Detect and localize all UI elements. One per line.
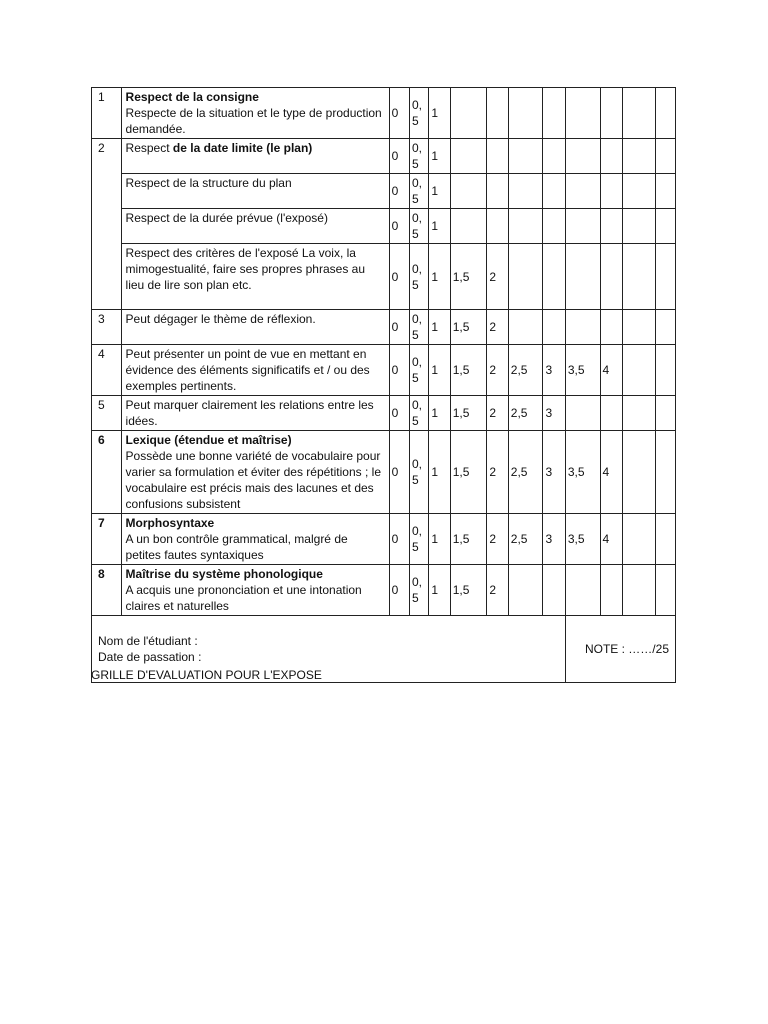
score-cell [565,209,600,244]
criterion-text [121,244,389,310]
score-cell [622,88,655,139]
date-label: Date de passation : [98,650,202,664]
score-cell [655,139,675,174]
score-cell: 0,5 [409,345,428,396]
criterion-description: Respect de la durée prévue (l'exposé) [125,211,328,225]
score-cell [655,174,675,209]
score-cell [543,209,565,244]
score-cell [655,565,675,616]
criterion-number: 5 [92,396,122,431]
criterion-row [92,310,676,345]
score-cell: 3 [543,396,565,431]
score-cell [622,139,655,174]
score-cell: 1 [429,139,450,174]
criterion-row [92,139,676,174]
criterion-number: 4 [92,345,122,396]
score-cell [543,244,565,310]
score-cell [622,345,655,396]
score-cell: 3 [543,514,565,565]
grid-body [92,88,676,683]
score-cell [565,174,600,209]
score-cell: 2 [487,431,508,514]
evaluation-grid [91,87,676,683]
score-cell: 1 [429,396,450,431]
score-cell: 1 [429,244,450,310]
score-cell: 1 [429,565,450,616]
score-cell [622,431,655,514]
score-cell: 2,5 [508,514,543,565]
score-cell [565,310,600,345]
criterion-number: 2 [92,139,122,310]
score-cell [487,139,508,174]
score-cell: 2 [487,396,508,431]
score-cell [508,174,543,209]
score-cell: 1 [429,174,450,209]
note-cell [565,616,675,683]
criterion-row [92,514,676,565]
criterion-text [121,310,389,345]
criterion-number: 7 [92,514,122,565]
score-cell: 0 [389,139,409,174]
score-cell: 1,5 [450,514,487,565]
criterion-row [92,209,676,244]
score-cell: 0 [389,514,409,565]
score-cell: 1,5 [450,565,487,616]
score-cell [600,244,622,310]
score-cell: 0 [389,88,409,139]
score-cell: 4 [600,431,622,514]
score-cell: 1 [429,310,450,345]
score-cell: 0 [389,244,409,310]
score-cell [622,209,655,244]
score-cell [508,209,543,244]
criterion-text [121,174,389,209]
score-cell: 1,5 [450,345,487,396]
score-cell [543,174,565,209]
score-cell [600,209,622,244]
criterion-number: 8 [92,565,122,616]
score-cell [543,139,565,174]
criterion-text [121,565,389,616]
score-cell: 3 [543,431,565,514]
score-cell: 2,5 [508,396,543,431]
criterion-description: Respecte de la situation et le type de production demandée. [125,106,382,136]
criterion-title-prefix: Respect [125,141,173,155]
score-cell: 2,5 [508,345,543,396]
score-cell: 2 [487,244,508,310]
criterion-row [92,174,676,209]
score-cell: 3,5 [565,514,600,565]
score-cell: 4 [600,345,622,396]
score-cell [543,565,565,616]
criterion-description: Respect des critères de l'exposé La voix, la mimogestualité, faire ses propres phrases au lieu de lire son plan etc. [125,246,365,292]
score-cell [450,209,487,244]
score-cell: 1,5 [450,244,487,310]
criterion-text [121,345,389,396]
score-cell [487,209,508,244]
score-cell [508,88,543,139]
score-cell: 0,5 [409,396,428,431]
score-cell: 0 [389,565,409,616]
criterion-text [121,431,389,514]
score-cell: 0,5 [409,88,428,139]
note-label: NOTE : ……/25 [584,642,669,656]
criterion-number: 3 [92,310,122,345]
score-cell: 0 [389,310,409,345]
criterion-description: A un bon contrôle grammatical, malgré de petites fautes syntaxiques [125,532,348,562]
criterion-row [92,431,676,514]
score-cell: 0,5 [409,209,428,244]
score-cell [508,139,543,174]
score-cell [508,244,543,310]
score-cell: 1 [429,88,450,139]
score-cell [622,244,655,310]
criterion-row [92,88,676,139]
criterion-title: Respect de la consigne [125,90,259,104]
score-cell: 0,5 [409,174,428,209]
score-cell [622,310,655,345]
criterion-text [121,514,389,565]
criterion-title: de la date limite (le plan) [172,141,313,155]
score-cell: 0,5 [409,431,428,514]
score-cell: 1 [429,209,450,244]
score-cell: 0 [389,345,409,396]
score-cell: 1 [429,514,450,565]
score-cell [543,310,565,345]
criterion-text [121,396,389,431]
score-cell: 0 [389,209,409,244]
score-cell [622,396,655,431]
score-cell [450,139,487,174]
score-cell [600,565,622,616]
criterion-row [92,345,676,396]
score-cell: 2 [487,345,508,396]
criterion-number: 6 [92,431,122,514]
score-cell [600,88,622,139]
score-cell [655,345,675,396]
score-cell: 2 [487,565,508,616]
criterion-title: Morphosyntaxe [125,516,215,530]
criterion-text [121,139,389,174]
score-cell [543,88,565,139]
criterion-title: Lexique (étendue et maîtrise) [125,433,292,447]
score-cell [565,565,600,616]
score-cell [622,514,655,565]
criterion-description: Peut dégager le thème de réflexion. [125,312,316,326]
score-cell: 3,5 [565,431,600,514]
score-cell [655,209,675,244]
score-cell [508,310,543,345]
criterion-title: Maîtrise du système phonologique [125,567,323,581]
score-cell: 0 [389,431,409,514]
student-name-label: Nom de l'étudiant : [98,634,198,648]
criterion-title-line [126,515,385,531]
score-cell: 0,5 [409,310,428,345]
score-cell [600,174,622,209]
score-cell: 1 [429,431,450,514]
score-cell: 2 [487,514,508,565]
score-cell [622,174,655,209]
score-cell: 2 [487,310,508,345]
criterion-title-line [126,140,385,156]
score-cell: 3,5 [565,345,600,396]
score-cell: 2,5 [508,431,543,514]
criterion-title-line [126,432,385,448]
score-cell: 3 [543,345,565,396]
score-cell [655,396,675,431]
score-cell: 1,5 [450,431,487,514]
criterion-description: Peut présenter un point de vue en mettant en évidence des éléments significatifs et / ou des exemples pertinents. [125,347,370,393]
score-cell [622,565,655,616]
score-cell [600,139,622,174]
score-cell [565,139,600,174]
criterion-row [92,396,676,431]
criterion-row [92,244,676,310]
criterion-row [92,565,676,616]
score-cell: 1,5 [450,310,487,345]
score-cell: 0 [389,396,409,431]
criterion-description: Respect de la structure du plan [125,176,292,190]
score-cell [600,310,622,345]
score-cell [487,88,508,139]
grid-caption: GRILLE D'EVALUATION POUR L'EXPOSE [91,668,322,682]
score-cell [655,514,675,565]
score-cell [508,565,543,616]
score-cell [565,244,600,310]
score-cell [655,244,675,310]
criterion-text [121,209,389,244]
score-cell [600,396,622,431]
score-cell [565,396,600,431]
score-cell [450,88,487,139]
score-cell: 0,5 [409,139,428,174]
score-cell [655,431,675,514]
score-cell: 0,5 [409,244,428,310]
score-cell: 0,5 [409,514,428,565]
criterion-description: A acquis une prononciation et une intonation claires et naturelles [125,583,362,613]
score-cell [655,310,675,345]
criterion-text [121,88,389,139]
criterion-description: Peut marquer clairement les relations entre les idées. [125,398,374,428]
criterion-title-line [126,566,385,582]
criterion-number: 1 [92,88,122,139]
score-cell: 1,5 [450,396,487,431]
score-cell: 1 [429,345,450,396]
criterion-title-line [126,89,385,105]
score-cell: 4 [600,514,622,565]
score-cell [450,174,487,209]
score-cell [487,174,508,209]
score-cell: 0 [389,174,409,209]
criterion-description: Possède une bonne variété de vocabulaire pour varier sa formulation et éviter des répétitions ; le vocabulaire est précis mais des lacunes et des confusions subsistent [125,449,381,511]
score-cell: 0,5 [409,565,428,616]
score-cell [565,88,600,139]
score-cell [655,88,675,139]
